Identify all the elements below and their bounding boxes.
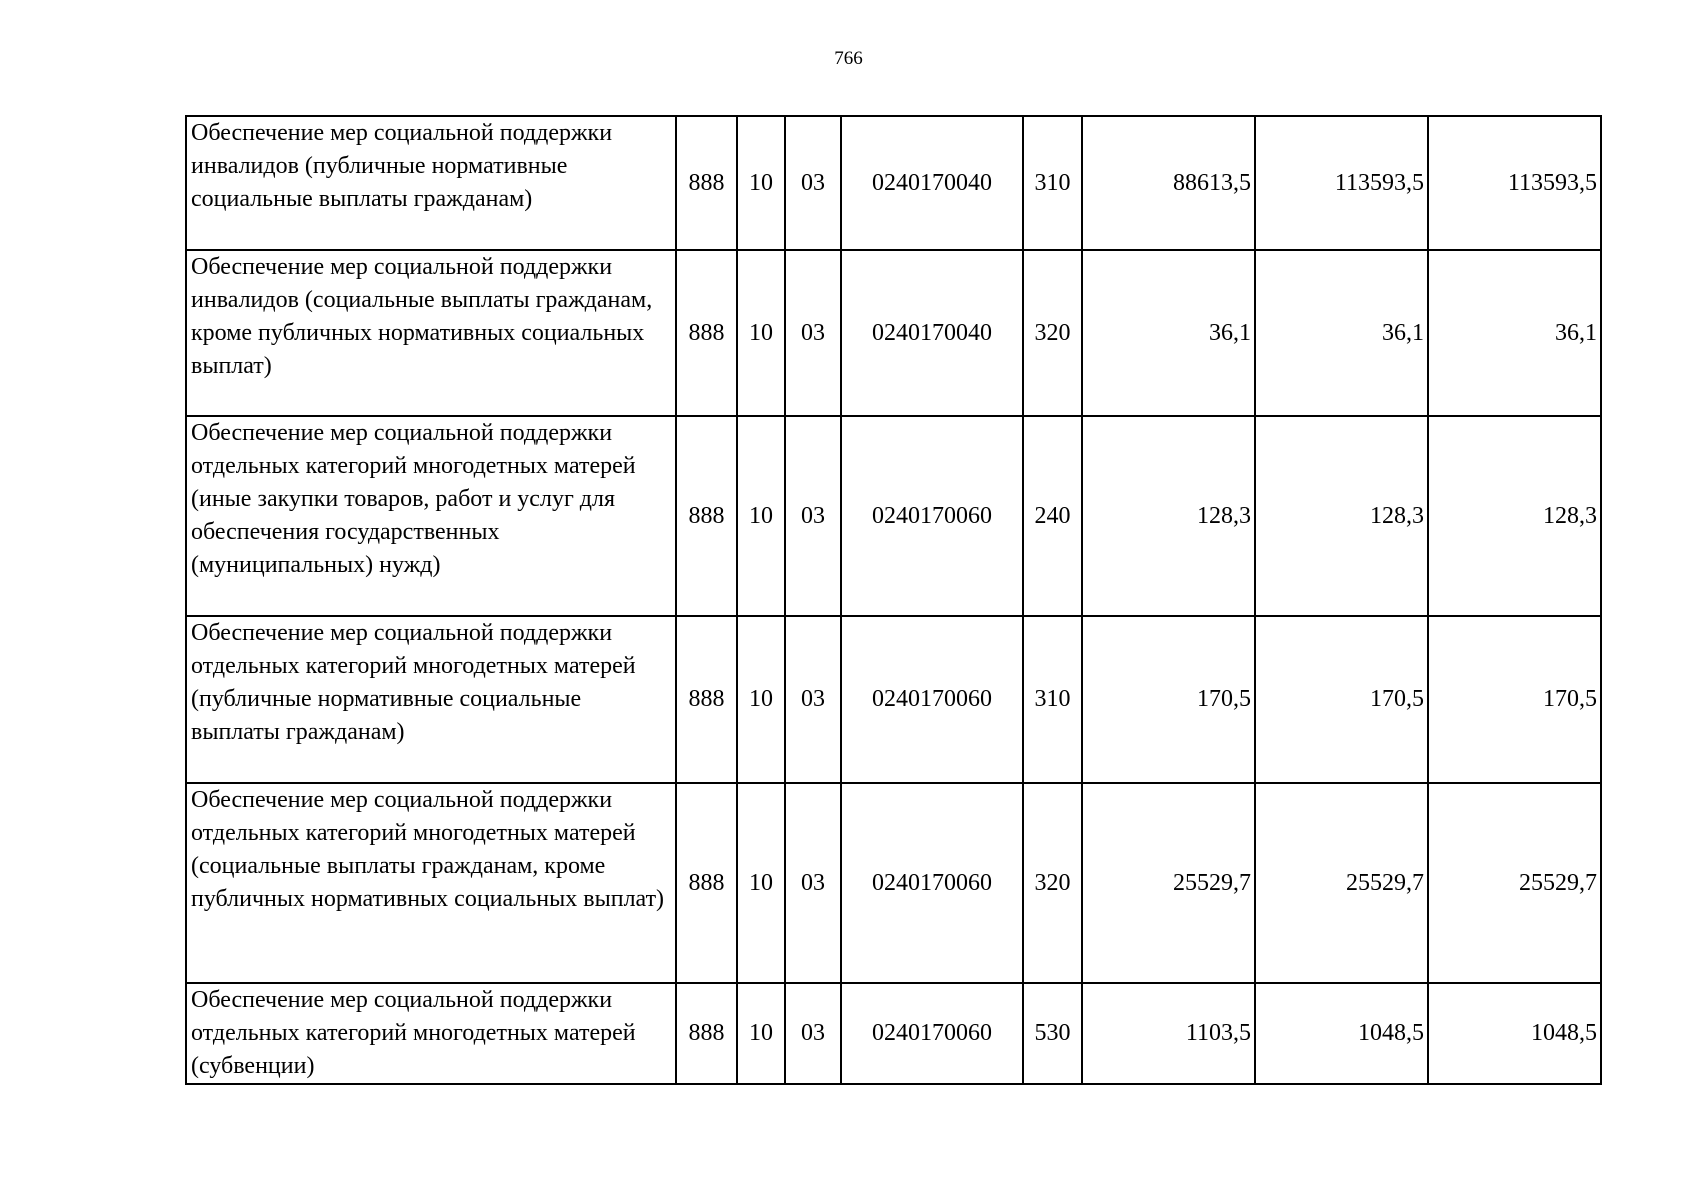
sum1-cell: 25529,7: [1082, 783, 1255, 983]
sum2-cell: 170,5: [1255, 616, 1428, 783]
sum2-cell: 128,3: [1255, 416, 1428, 616]
csr-cell: 0240170060: [841, 616, 1023, 783]
row-description-cell: [186, 116, 676, 250]
pr-cell: 03: [785, 116, 841, 250]
table-row: [186, 616, 1601, 783]
row-description: Обеспечение мер социальной поддержки инвалидов (социальные выплаты гражданам, кроме публичных нормативных социальных выплат): [191, 254, 653, 379]
row-description-cell: [186, 616, 676, 783]
pr-cell: 03: [785, 250, 841, 416]
sum1-cell: 128,3: [1082, 416, 1255, 616]
pr-cell: 03: [785, 416, 841, 616]
rz-cell: 10: [737, 416, 785, 616]
table-row: [186, 783, 1601, 983]
csr-cell: 0240170060: [841, 983, 1023, 1084]
table-row: [186, 250, 1601, 416]
ved-cell: 888: [676, 983, 737, 1084]
pr-cell: 03: [785, 983, 841, 1084]
vr-cell: 310: [1023, 116, 1082, 250]
csr-cell: 0240170040: [841, 250, 1023, 416]
sum3-cell: 25529,7: [1428, 783, 1601, 983]
sum3-cell: 113593,5: [1428, 116, 1601, 250]
row-description-cell: [186, 983, 676, 1084]
ved-cell: 888: [676, 616, 737, 783]
budget-table: [185, 115, 1602, 1085]
ved-cell: 888: [676, 416, 737, 616]
row-description: Обеспечение мер социальной поддержки отдельных категорий многодетных матерей (иные закупки товаров, работ и услуг для обеспечения государственных (муниципальных) нужд): [191, 420, 636, 578]
sum3-cell: 36,1: [1428, 250, 1601, 416]
row-description: Обеспечение мер социальной поддержки отдельных категорий многодетных матерей (социальные выплаты гражданам, кроме публичных нормативных социальных выплат): [191, 787, 665, 912]
vr-cell: 310: [1023, 616, 1082, 783]
rz-cell: 10: [737, 616, 785, 783]
ved-cell: 888: [676, 250, 737, 416]
table-row: [186, 416, 1601, 616]
vr-cell: 240: [1023, 416, 1082, 616]
table-row: [186, 116, 1601, 250]
page-number: 766: [834, 48, 863, 69]
csr-cell: 0240170060: [841, 783, 1023, 983]
ved-cell: 888: [676, 116, 737, 250]
sum3-cell: 1048,5: [1428, 983, 1601, 1084]
csr-cell: 0240170060: [841, 416, 1023, 616]
rz-cell: 10: [737, 116, 785, 250]
row-description: Обеспечение мер социальной поддержки инвалидов (публичные нормативные социальные выплаты гражданам): [191, 120, 613, 212]
row-description: Обеспечение мер социальной поддержки отдельных категорий многодетных матерей (публичные нормативные социальные выплаты гражданам): [191, 620, 636, 745]
vr-cell: 530: [1023, 983, 1082, 1084]
sum3-cell: 128,3: [1428, 416, 1601, 616]
pr-cell: 03: [785, 616, 841, 783]
sum1-cell: 88613,5: [1082, 116, 1255, 250]
sum2-cell: 1048,5: [1255, 983, 1428, 1084]
sum1-cell: 170,5: [1082, 616, 1255, 783]
pr-cell: 03: [785, 783, 841, 983]
sum2-cell: 113593,5: [1255, 116, 1428, 250]
ved-cell: 888: [676, 783, 737, 983]
row-description: Обеспечение мер социальной поддержки отдельных категорий многодетных матерей (субвенции): [191, 987, 636, 1079]
row-description-cell: [186, 250, 676, 416]
sum3-cell: 170,5: [1428, 616, 1601, 783]
rz-cell: 10: [737, 250, 785, 416]
rz-cell: 10: [737, 783, 785, 983]
table-row: [186, 983, 1601, 1084]
row-description-cell: [186, 416, 676, 616]
vr-cell: 320: [1023, 250, 1082, 416]
vr-cell: 320: [1023, 783, 1082, 983]
sum2-cell: 36,1: [1255, 250, 1428, 416]
row-description-cell: [186, 783, 676, 983]
sum1-cell: 1103,5: [1082, 983, 1255, 1084]
sum1-cell: 36,1: [1082, 250, 1255, 416]
sum2-cell: 25529,7: [1255, 783, 1428, 983]
rz-cell: 10: [737, 983, 785, 1084]
csr-cell: 0240170040: [841, 116, 1023, 250]
